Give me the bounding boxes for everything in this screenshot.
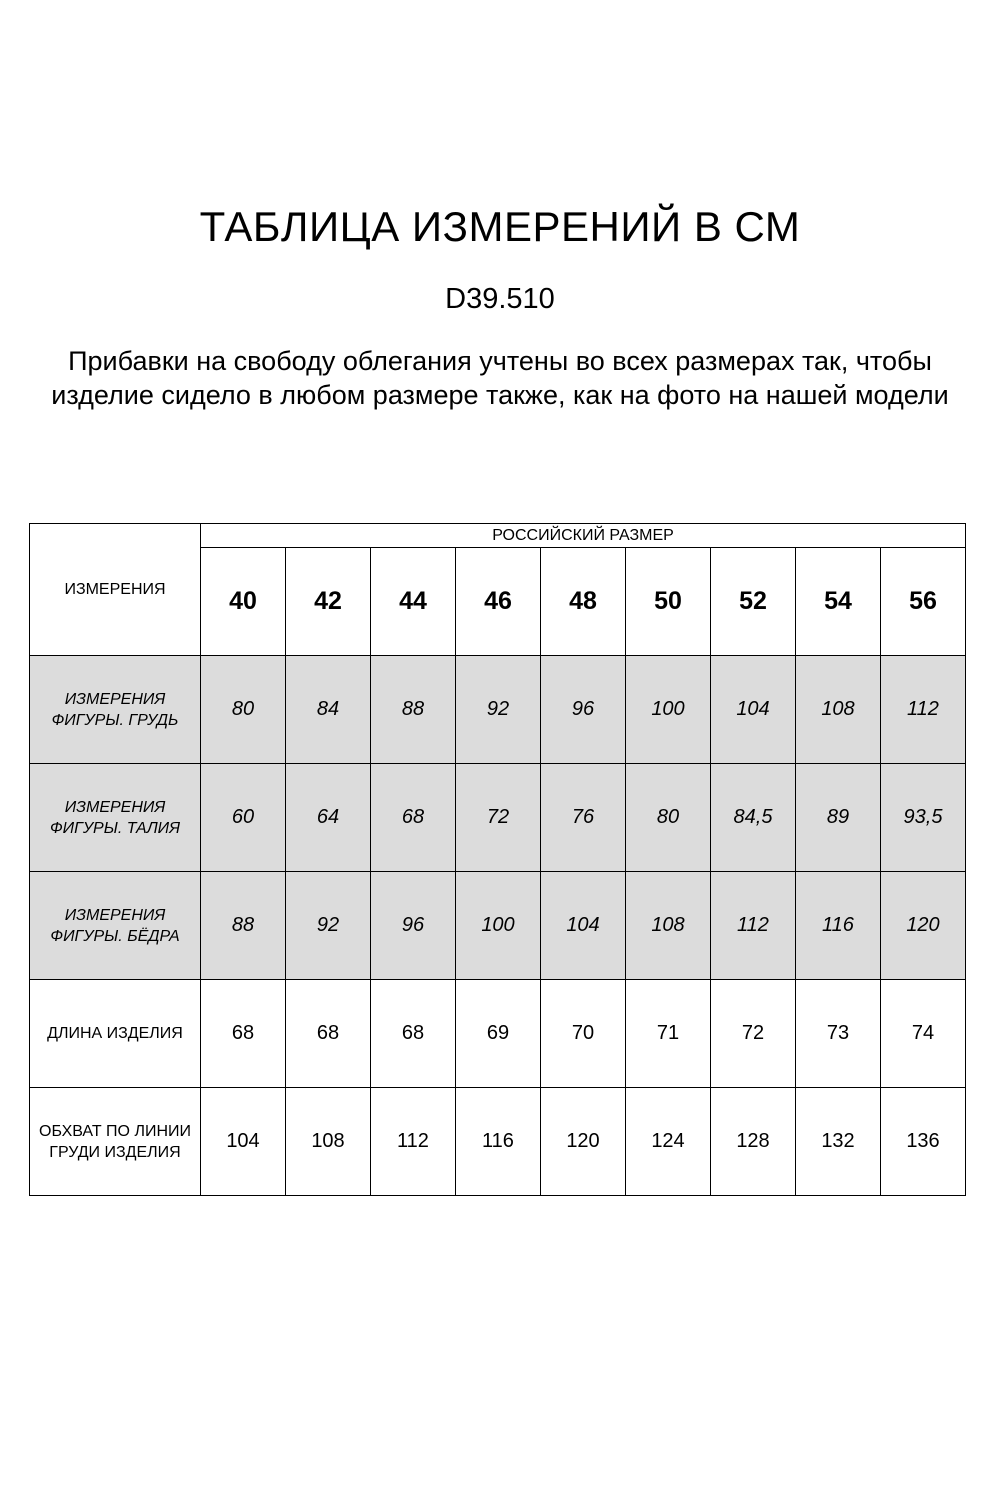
table-cell: 70 — [541, 980, 626, 1088]
table-cell: 71 — [626, 980, 711, 1088]
product-code: D39.510 — [445, 283, 555, 315]
table-cell: 80 — [626, 764, 711, 872]
size-header-cell: 48 — [541, 548, 626, 656]
fit-note: Прибавки на свободу облегания учтены во всех размерах так, чтобы изделие сидело в любом размере также, как на фото на нашей модели — [51, 346, 949, 410]
size-header-cell: 40 — [201, 548, 286, 656]
table-cell: 108 — [286, 1088, 371, 1196]
table-cell: 93,5 — [881, 764, 966, 872]
table-cell: 80 — [201, 656, 286, 764]
table-cell: 132 — [796, 1088, 881, 1196]
table-cell: 112 — [711, 872, 796, 980]
table-cell: 104 — [201, 1088, 286, 1196]
size-header-cell: 46 — [456, 548, 541, 656]
size-table — [29, 523, 966, 1196]
size-header-cell: 52 — [711, 548, 796, 656]
table-cell: 84,5 — [711, 764, 796, 872]
table-row-hips — [30, 872, 966, 980]
table-cell: 69 — [456, 980, 541, 1088]
table-cell: 108 — [626, 872, 711, 980]
table-cell: 120 — [881, 872, 966, 980]
table-cell: 73 — [796, 980, 881, 1088]
table-cell: 112 — [371, 1088, 456, 1196]
table-cell: 116 — [456, 1088, 541, 1196]
table-cell: 100 — [456, 872, 541, 980]
table-cell: 72 — [711, 980, 796, 1088]
size-header-group-row — [30, 524, 966, 548]
table-cell: 104 — [541, 872, 626, 980]
table-row-waist — [30, 764, 966, 872]
table-cell: 88 — [371, 656, 456, 764]
row-label: ИЗМЕРЕНИЯ ФИГУРЫ. БЁДРА — [30, 872, 201, 980]
table-cell: 96 — [371, 872, 456, 980]
table-cell: 84 — [286, 656, 371, 764]
size-header-cell: 44 — [371, 548, 456, 656]
page-title: ТАБЛИЦА ИЗМЕРЕНИЙ В СМ — [199, 203, 801, 250]
table-cell: 68 — [286, 980, 371, 1088]
table-cell: 68 — [371, 764, 456, 872]
table-cell: 120 — [541, 1088, 626, 1196]
table-cell: 112 — [881, 656, 966, 764]
table-cell: 92 — [286, 872, 371, 980]
table-cell: 108 — [796, 656, 881, 764]
table-cell: 104 — [711, 656, 796, 764]
size-header-cell: 50 — [626, 548, 711, 656]
row-label: ИЗМЕРЕНИЯ ФИГУРЫ. ГРУДЬ — [30, 656, 201, 764]
table-cell: 89 — [796, 764, 881, 872]
table-cell: 128 — [711, 1088, 796, 1196]
table-cell: 100 — [626, 656, 711, 764]
table-cell: 124 — [626, 1088, 711, 1196]
table-cell: 68 — [371, 980, 456, 1088]
row-label: ДЛИНА ИЗДЕЛИЯ — [30, 980, 201, 1088]
table-row-chest — [30, 656, 966, 764]
table-cell: 68 — [201, 980, 286, 1088]
table-cell: 116 — [796, 872, 881, 980]
table-row-garment-chest — [30, 1088, 966, 1196]
table-cell: 74 — [881, 980, 966, 1088]
table-cell: 76 — [541, 764, 626, 872]
table-cell: 88 — [201, 872, 286, 980]
size-header-cell: 42 — [286, 548, 371, 656]
table-cell: 72 — [456, 764, 541, 872]
table-cell: 136 — [881, 1088, 966, 1196]
table-cell: 96 — [541, 656, 626, 764]
measurements-header: ИЗМЕРЕНИЯ — [30, 524, 201, 656]
size-header-cell: 54 — [796, 548, 881, 656]
russian-size-header: РОССИЙСКИЙ РАЗМЕР — [201, 524, 966, 548]
size-header-cell: 56 — [881, 548, 966, 656]
row-label: ИЗМЕРЕНИЯ ФИГУРЫ. ТАЛИЯ — [30, 764, 201, 872]
row-label: ОБХВАТ ПО ЛИНИИ ГРУДИ ИЗДЕЛИЯ — [30, 1088, 201, 1196]
table-cell: 92 — [456, 656, 541, 764]
table-row-length — [30, 980, 966, 1088]
table-cell: 60 — [201, 764, 286, 872]
table-cell: 64 — [286, 764, 371, 872]
